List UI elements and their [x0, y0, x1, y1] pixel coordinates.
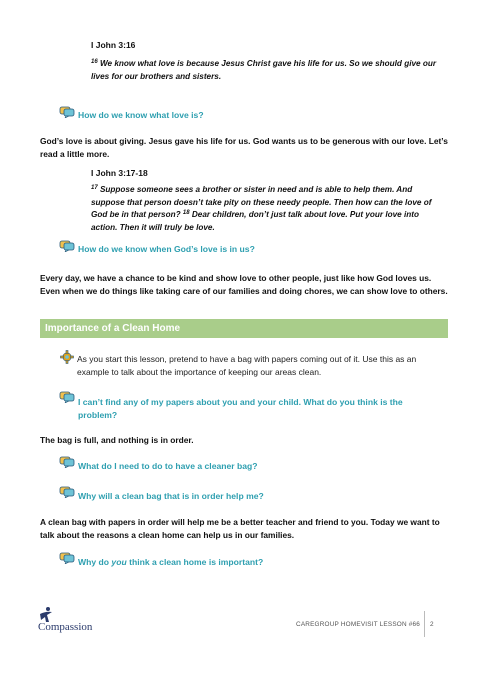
- paragraph-every-day: Every day, we have a chance to be kind and show love to other people, just like how God loves us. Even when we do things like taking care of our families and doing chores, we can show love to others.: [40, 273, 448, 296]
- discussion-question-2: How do we know when God’s love is in us?: [78, 244, 255, 254]
- gear-icon: [60, 350, 74, 364]
- activity-instruction: As you start this lesson, pretend to have a bag with papers coming out of it. Use this as an example to talk about the importance of keeping our areas clean.: [77, 354, 417, 377]
- discussion-question-3: I can’t find any of my papers about you and your child. What do you think is the problem?: [78, 397, 403, 420]
- paragraph-clean-bag: A clean bag with papers in order will help me be a better teacher and friend to you. Today we want to talk about the reasons a clean home can help us in our families.: [40, 517, 440, 540]
- discussion-question-1: How do we know what love is?: [78, 110, 204, 120]
- scripture-reference-1: I John 3:16: [91, 40, 136, 50]
- verse-text: Suppose someone sees a brother or sister in need and is able to help them. And suppose that person doesn’t take pity on these needy people. Then how can the love of God be in that person?: [91, 185, 432, 219]
- speech-bubble-icon: [59, 391, 75, 403]
- paragraph-bag-full: The bag is full, and nothing is in order.: [40, 435, 194, 445]
- compassion-logo: Compassion: [38, 621, 93, 633]
- question-text: Why do: [78, 557, 112, 567]
- scripture-verse-16: [91, 58, 441, 83]
- speech-bubble-icon: [59, 106, 75, 118]
- verse-number: 16: [91, 59, 98, 65]
- discussion-question-4: What do I need to do to have a cleaner bag?: [78, 461, 258, 471]
- speech-bubble-icon: [59, 456, 75, 468]
- question-emphasis: you: [111, 557, 127, 567]
- discussion-question-5: Why will a clean bag that is in order help me?: [78, 491, 264, 501]
- page-number: 2: [430, 621, 434, 628]
- question-text: think a clean home is important?: [126, 557, 264, 567]
- speech-bubble-icon: [59, 552, 75, 564]
- verse-number: 17: [91, 185, 98, 191]
- speech-bubble-icon: [59, 240, 75, 252]
- verse-number: 18: [182, 210, 190, 216]
- verse-text: Dear children, don’t just talk about love. Put your love into action. Then it will truly be love.: [91, 210, 420, 232]
- footer-divider: [424, 611, 425, 637]
- speech-bubble-icon: [59, 486, 75, 498]
- discussion-question-6: [78, 556, 263, 569]
- scripture-verses-17-18: [91, 184, 441, 234]
- paragraph-gods-love: God’s love is about giving. Jesus gave his life for us. God wants us to be generous with our love. Let’s read a little more.: [40, 136, 448, 159]
- verse-text: We know what love is because Jesus Christ gave his life for us. So we should give our lives for our brothers and sisters.: [91, 59, 437, 81]
- scripture-reference-2: I John 3:17-18: [91, 168, 148, 178]
- section-header: Importance of a Clean Home: [40, 319, 448, 338]
- footer-lesson-label: CAREGROUP HOMEVISIT LESSON #66: [296, 621, 421, 628]
